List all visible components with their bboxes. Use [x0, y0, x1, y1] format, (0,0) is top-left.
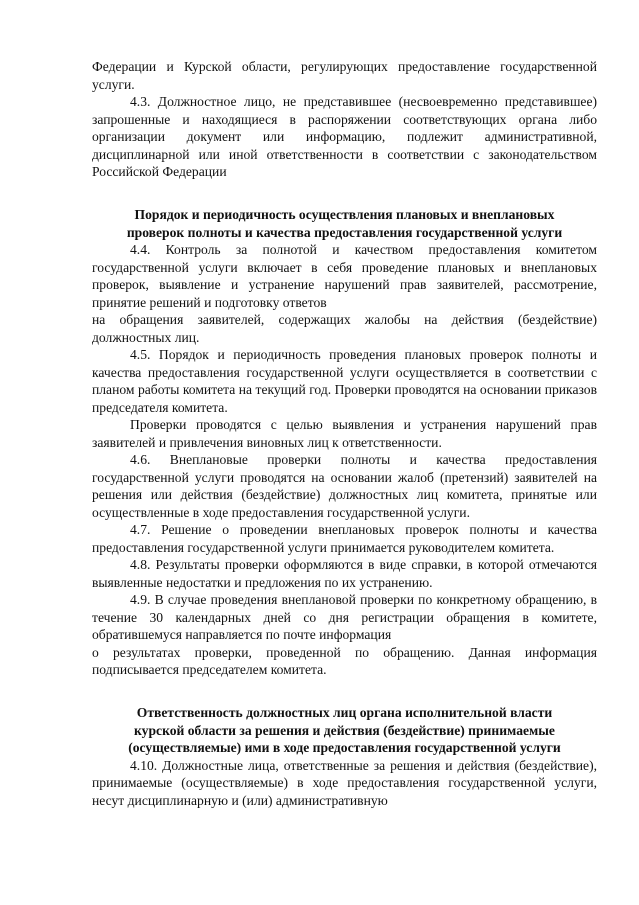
paragraph-4-9: 4.9. В случае проведения внеплановой проверки по конкретному обращению, в течение 30 календарных дней со дня регистрации обращения в комитете, обратившемуся направляется по почте информация: [92, 592, 597, 642]
section-heading-1-line-2: проверок полноты и качества предоставления государственной услуги: [126, 224, 563, 240]
spacer: [92, 181, 597, 199]
spacer-small: [92, 696, 597, 704]
paragraph-4-4-continuation: на обращения заявителей, содержащих жалобы на действия (бездействие) должностных лиц.: [92, 312, 597, 345]
paragraph-4-9-continuation: о результатах проверки, проведенной по обращению. Данная информация подписывается председателем комитета.: [92, 644, 597, 677]
section-heading-2-line-2: курской области за решения и действия (бездействие) принимаемые: [134, 722, 555, 738]
spacer-small: [92, 198, 597, 206]
paragraph-4-4: 4.4. Контроль за полнотой и качеством предоставления комитетом государственной услуги включает в себя проведение плановых и внеплановых проверок, выявление и устранение нарушений прав заявителей, рассмотрение, принятие решений и подготовку ответов: [92, 242, 597, 310]
paragraph-4-6: 4.6. Внеплановые проверки полноты и качества предоставления государственной услуги проводятся на основании жалоб (претензий) заявителей на решения или действия (бездействие) должностных лиц комитета, принятые или осуществленные в ходе предоставления государственной услуги.: [92, 452, 597, 520]
paragraph-continuation: Федерации и Курской области, регулирующих предоставление государственной услуги.: [92, 59, 597, 92]
section-heading-1: [92, 206, 597, 241]
paragraph-4-3: 4.3. Должностное лицо, не представившее (несвоевременно представившее) запрошенные и находящиеся в распоряжении соответствующих органа либо организации документ или информацию, подлежит административной, дисциплинарной или иной ответственности в соответствии с законодательством Российской Федерации: [92, 94, 597, 179]
section-heading-2: [92, 704, 597, 757]
paragraph-4-7: 4.7. Решение о проведении внеплановых проверок полноты и качества предоставления государственной услуги принимается руководителем комитета.: [92, 522, 597, 555]
section-heading-2-line-1: Ответственность должностных лиц органа исполнительной власти: [136, 705, 553, 720]
paragraph-4-5: 4.5. Порядок и периодичность проведения плановых проверок полноты и качества предоставления государственной услуги осуществляется в соответствии с планом работы комитета на текущий год. Проверки проводятся на основании приказов председателя комитета.: [92, 347, 597, 415]
paragraph-4-10: 4.10. Должностные лица, ответственные за решения и действия (бездействие), принимаемые (осуществляемые) в ходе предоставления государственной услуги, несут дисциплинарную и (или) административную: [92, 757, 597, 808]
section-heading-2-line-3: (осуществляемые) ими в ходе предоставления государственной услуги: [128, 740, 561, 755]
paragraph-checks: Проверки проводятся с целью выявления и устранения нарушений прав заявителей и привлечения виновных лиц к ответственности.: [92, 417, 597, 450]
spacer: [92, 679, 597, 697]
section-heading-1-line-1: Порядок и периодичность осуществления плановых и внеплановых: [134, 207, 555, 222]
paragraph-4-8: 4.8. Результаты проверки оформляются в виде справки, в которой отмечаются выявленные недостатки и предложения по их устранению.: [92, 557, 597, 590]
